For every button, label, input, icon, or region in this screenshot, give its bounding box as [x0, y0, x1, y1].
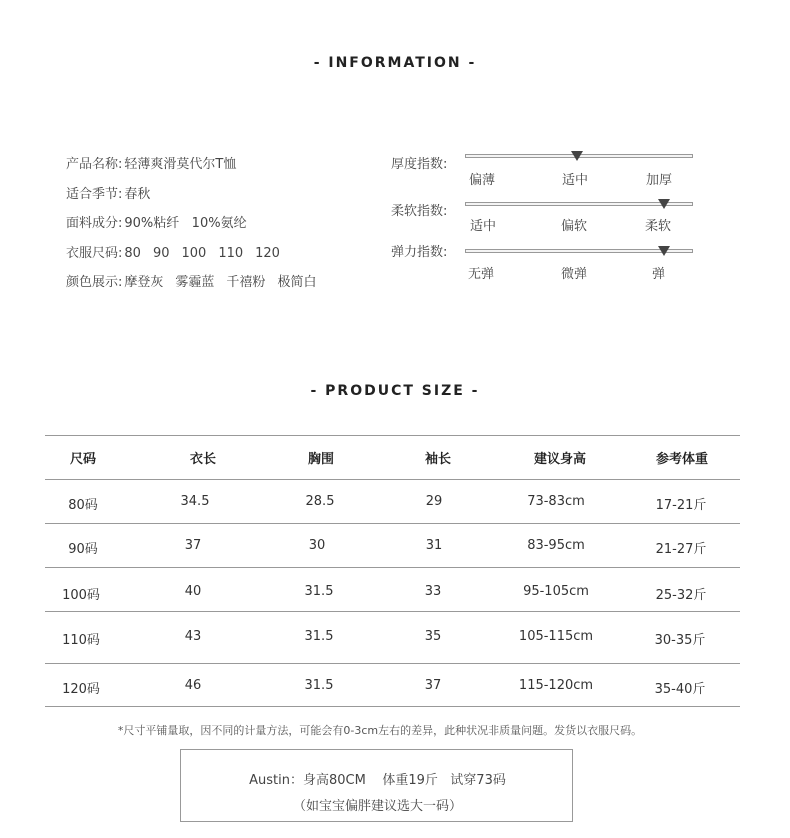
info-label: 颜色展示: [66, 275, 123, 290]
table-cell: 80码 [68, 498, 98, 513]
index-tick: 微弹 [561, 267, 588, 282]
index-tick: 无弹 [468, 267, 495, 282]
info-row-fabric [66, 212, 247, 231]
table-cell: 28.5 [305, 494, 335, 509]
table-cell: 43 [184, 629, 202, 644]
measurement-note: *尺寸平铺量取，因不同的计量方法，可能会有0-3cm左右的差异，此种状况非质量问题。发货以衣服尺码。 [117, 724, 643, 737]
color-value: 雾霾蓝 [175, 275, 215, 290]
column-header: 衣长 [189, 452, 216, 467]
index-tick: 加厚 [646, 173, 673, 188]
index-tick: 弹 [652, 267, 666, 282]
table-cell: 34.5 [180, 494, 210, 509]
table-cell: 31.5 [304, 678, 334, 693]
table-divider [45, 611, 740, 612]
table-cell: 100码 [62, 588, 100, 603]
color-value: 极简白 [277, 275, 317, 290]
model-advice-line: （如宝宝偏胖建议选大一码） [292, 799, 462, 814]
info-row-product-name [66, 153, 236, 172]
table-divider [45, 479, 740, 480]
size-value: 80 [124, 246, 141, 261]
table-divider [45, 663, 740, 664]
table-cell: 35-40斤 [654, 682, 706, 697]
thickness-index-label: 厚度指数: [391, 157, 448, 172]
size-value: 110 [218, 246, 244, 261]
model-info-box [180, 749, 573, 822]
table-cell: 29 [425, 494, 443, 509]
table-cell: 37 [424, 678, 442, 693]
table-cell: 17-21斤 [655, 498, 707, 513]
table-cell: 95-105cm [523, 584, 589, 599]
table-cell: 30 [308, 538, 326, 553]
table-cell: 37 [184, 538, 202, 553]
table-cell: 35 [424, 629, 442, 644]
table-cell: 46 [184, 678, 202, 693]
table-cell: 40 [184, 584, 202, 599]
softness-index-label: 柔软指数: [391, 204, 448, 219]
elasticity-index-label: 弹力指数: [391, 245, 448, 260]
table-cell: 25-32斤 [655, 588, 707, 603]
table-cell: 30-35斤 [654, 633, 706, 648]
column-header: 袖长 [424, 452, 451, 467]
info-value: 轻薄爽滑莫代尔T恤 [124, 157, 237, 172]
info-value: 春秋 [124, 187, 151, 202]
table-cell: 73-83cm [527, 494, 585, 509]
product-size-heading: - PRODUCT SIZE - [310, 383, 480, 399]
table-cell: 31.5 [304, 584, 334, 599]
table-divider [45, 706, 740, 707]
table-cell: 90码 [68, 542, 98, 557]
size-value: 90 [152, 246, 170, 261]
table-cell: 115-120cm [518, 678, 594, 693]
size-value: 120 [255, 246, 280, 261]
table-cell: 105-115cm [518, 629, 594, 644]
column-header: 尺码 [69, 452, 96, 467]
color-value: 摩登灰 [124, 275, 164, 290]
color-value: 千禧粉 [226, 275, 266, 290]
table-cell: 21-27斤 [655, 542, 707, 557]
table-cell: 31 [425, 538, 443, 553]
elasticity-index-marker [658, 246, 670, 256]
table-cell: 110码 [62, 633, 100, 648]
model-info-line: Austin：身高80CM 体重19斤 试穿73码 [249, 773, 506, 788]
table-cell: 120码 [62, 682, 100, 697]
info-row-sizes [66, 242, 292, 261]
info-row-season [66, 183, 150, 202]
info-label: 产品名称: [66, 157, 123, 172]
column-header: 胸围 [307, 452, 334, 467]
thickness-index-marker [571, 151, 583, 161]
table-cell: 33 [424, 584, 442, 599]
table-divider [45, 523, 740, 524]
info-row-colors [66, 271, 328, 290]
table-divider [45, 567, 740, 568]
size-value: 100 [181, 246, 207, 261]
info-label: 衣服尺码: [66, 246, 123, 261]
softness-index-marker [658, 199, 670, 209]
table-cell: 31.5 [304, 629, 334, 644]
column-header: 建议身高 [533, 452, 586, 467]
index-tick: 适中 [470, 219, 497, 234]
index-tick: 适中 [562, 173, 589, 188]
info-label: 适合季节: [66, 187, 123, 202]
table-cell: 83-95cm [527, 538, 585, 553]
information-heading: - INFORMATION - [313, 55, 477, 71]
column-header: 参考体重 [655, 452, 708, 467]
index-tick: 柔软 [645, 219, 672, 234]
info-value: 90%粘纤 10%氨纶 [124, 216, 247, 231]
info-label: 面料成分: [66, 216, 123, 231]
index-tick: 偏软 [561, 219, 588, 234]
index-tick: 偏薄 [469, 173, 496, 188]
table-divider [45, 435, 740, 436]
